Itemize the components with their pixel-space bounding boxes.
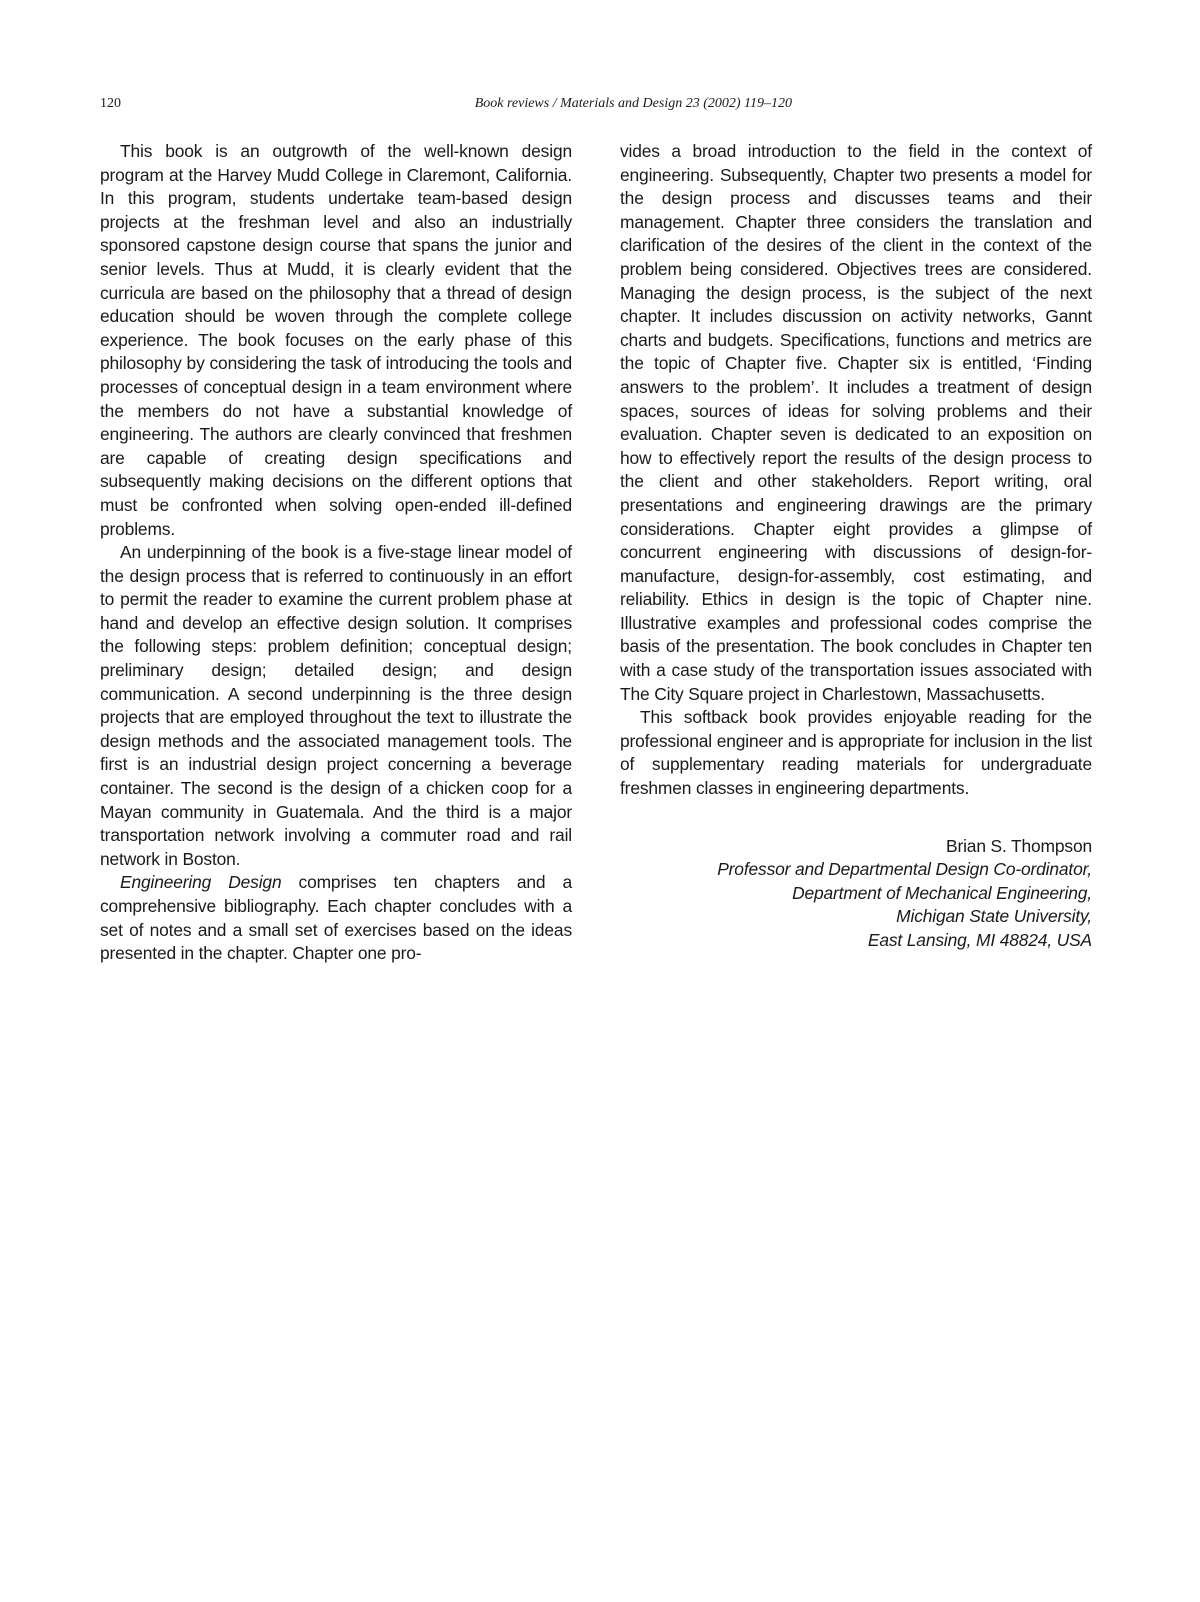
book-title: Engineering Design xyxy=(120,872,282,893)
reviewer-university: Michigan State University, xyxy=(896,906,1092,927)
paragraph-3-continued: vides a broad introduction to the field in the context of engineering. Subsequently, Chapter two presents a model for the design process and discusses teams and their management. Chapter three considers the translation and clarification of the desires of the client in the context of the problem being considered. Objectives trees are considered. Managing the design process, is the subject of the next chapter. It includes discussion on activity networks, Gannt charts and budgets. Specifications, functions and metrics are the topic of Chapter five. Chapter six is entitled, ‘Finding answers to the problem’. It includes a treatment of design spaces, sources of ideas for solving problems and their evaluation. Chapter seven is dedicated to an exposition on how to effectively report the results of the design process to the client and other stakeholders. Report writing, oral presentations and engineering drawings are the primary considerations. Chapter eight provides a glimpse of concurrent engineering with discussions of design-for-manufacture, design-for-assembly, cost estimating, and reliability. Ethics in design is the topic of Chapter nine. Illustrative examples and professional codes comprise the basis of the presentation. The book concludes in Chapter ten with a case study of the transportation issues associated with The City Square project in Charlestown, Massachusetts. xyxy=(620,141,1092,704)
running-head xyxy=(100,96,792,118)
reviewer-department: Department of Mechanical Engineering, xyxy=(792,882,1092,903)
reviewer-name: Brian S. Thompson xyxy=(946,835,1092,856)
journal-citation: Book reviews / Materials and Design 23 (2002) 119–120 xyxy=(474,96,792,111)
right-column xyxy=(620,140,1092,953)
paragraph-2: An underpinning of the book is a five-stage linear model of the design process that is referred to continuously in an effort to permit the reader to examine the current problem phase at hand and develop an effective design solution. It comprises the following steps: problem definition; conceptual design; preliminary design; detailed design; and design communication. A second underpinning is the three design projects that are employed throughout the text to illustrate the design methods and the associated management tools. The first is an industrial design project concerning a beverage container. The second is the design of a chicken coop for a Mayan community in Guatemala. And the third is a major transportation network involving a commuter road and rail network in Boston. xyxy=(100,542,572,869)
left-column xyxy=(100,140,572,966)
paragraph-3-text: comprises ten chapters and a comprehensive bibliography. Each chapter concludes with a set of notes and a small set of exercises based on the ideas presented in the chapter. Chapter one pro- xyxy=(100,872,572,964)
paragraph-1: This book is an outgrowth of the well-known design program at the Harvey Mudd College in Claremont, California. In this program, students undertake team-based design projects at the freshman level and also an industrially sponsored capstone design course that spans the junior and senior levels. Thus at Mudd, it is clearly evident that the curricula are based on the philosophy that a thread of design education should be woven through the complete college experience. The book focuses on the early phase of this philosophy by considering the task of introducing the tools and processes of conceptual design in a team environment where the members do not have a substantial knowledge of engineering. The authors are clearly convinced that freshmen are capable of creating design specifications and subsequently making decisions on the different options that must be confronted when solving open-ended ill-defined problems. xyxy=(100,141,572,539)
reviewer-location: East Lansing, MI 48824, USA xyxy=(867,930,1092,950)
reviewer-signature xyxy=(620,835,1092,953)
reviewer-title: Professor and Departmental Design Co-ordinator, xyxy=(717,859,1092,880)
paragraph-4: This softback book provides enjoyable reading for the professional engineer and is appropriate for inclusion in the list of supplementary reading materials for undergraduate freshmen classes in engineering departments. xyxy=(620,707,1092,799)
paragraph-3 xyxy=(100,871,572,965)
page-number: 120 xyxy=(100,96,121,111)
